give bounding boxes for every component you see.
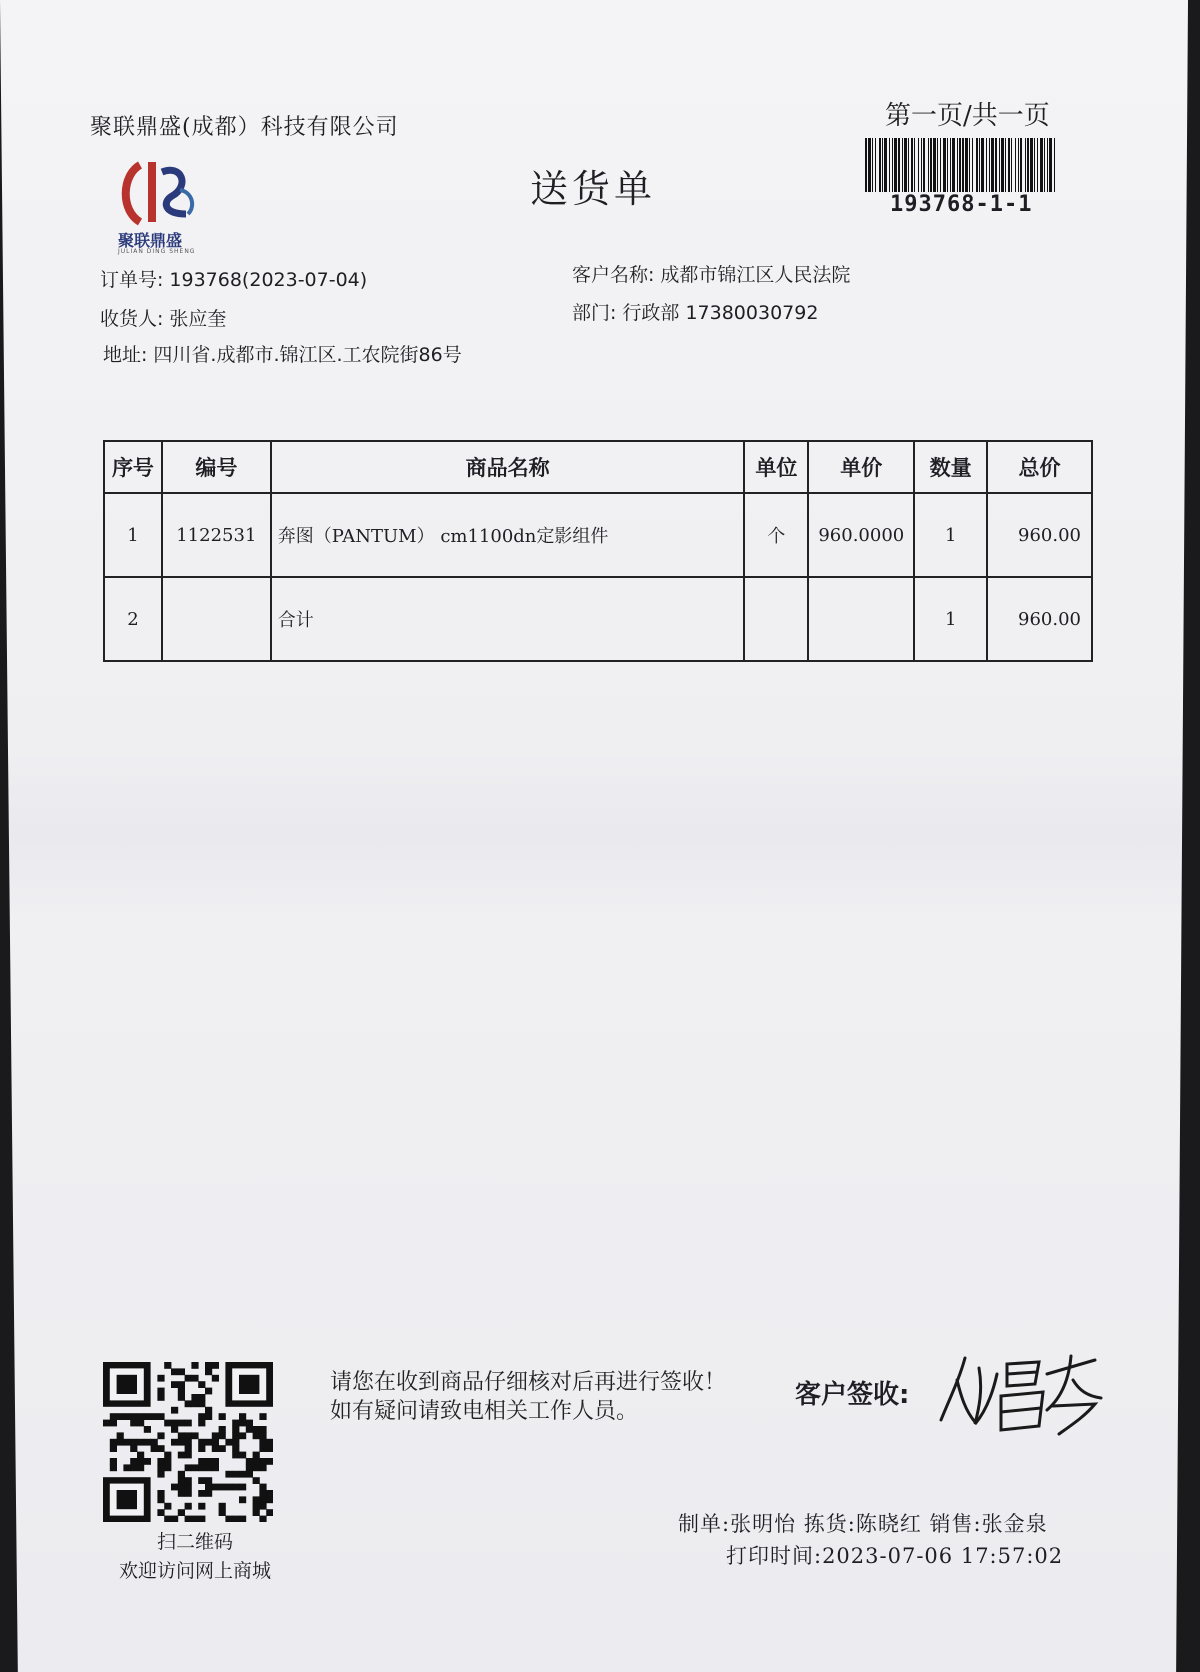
customer — [572, 260, 850, 287]
customer-value: 成都市锦江区人民法院 — [660, 264, 851, 286]
qr-code-icon — [103, 1362, 273, 1522]
table-header-row — [104, 441, 1092, 493]
order-number — [100, 265, 367, 292]
cell-qty: 1 — [914, 493, 987, 577]
header-total: 总价 — [987, 441, 1092, 493]
customer-sign-label: 客户签收: — [795, 1380, 910, 1410]
table-row — [104, 577, 1092, 661]
qr-caption-line-1: 扫二维码 — [156, 1531, 233, 1553]
order-number-label: 订单号: — [100, 269, 164, 291]
cell-seq: 2 — [104, 577, 162, 661]
cell-unit: 个 — [744, 493, 808, 577]
items-table — [103, 440, 1093, 662]
barcode-icon — [865, 138, 1055, 192]
header-code: 编号 — [162, 441, 271, 493]
header-price: 单价 — [808, 441, 914, 493]
department — [572, 298, 818, 325]
cell-name: 奔图（PANTUM） cm1100dn定影组件 — [271, 493, 745, 577]
company-name: 聚联鼎盛(成都）科技有限公司 — [90, 115, 399, 140]
header-qty: 数量 — [914, 441, 987, 493]
table-row — [104, 493, 1092, 577]
logo-text: 聚联鼎盛 — [118, 231, 183, 250]
document-title: 送货单 — [530, 167, 657, 211]
signature-icon — [935, 1350, 1105, 1440]
cell-code: 1122531 — [162, 493, 271, 577]
address — [103, 340, 462, 367]
cell-unit — [744, 577, 808, 661]
page-info: 第一页/共一页 — [885, 101, 1050, 131]
address-label: 地址: — [103, 344, 148, 366]
order-number-value: 193768(2023-07-04) — [169, 269, 368, 291]
receiver-label: 收货人: — [100, 308, 164, 330]
department-value: 行政部 17380030792 — [622, 302, 819, 324]
header-name: 商品名称 — [271, 441, 745, 493]
receiver — [100, 304, 226, 331]
cell-price: 960.0000 — [808, 493, 914, 577]
header-seq: 序号 — [104, 441, 162, 493]
receiver-value: 张应奎 — [169, 308, 227, 330]
qr-caption — [95, 1528, 295, 1586]
barcode-number: 193768-1-1 — [890, 192, 1033, 217]
print-time: 打印时间:2023-07-06 17:57:02 — [726, 1544, 1064, 1568]
cell-price — [808, 577, 914, 661]
qr-caption-line-2: 欢迎访问网上商城 — [118, 1560, 271, 1582]
notice-text: 请您在收到商品仔细核对后再进行签收！如有疑问请致电相关工作人员。 — [330, 1370, 727, 1424]
department-label: 部门: — [572, 302, 617, 324]
cell-seq: 1 — [104, 493, 162, 577]
cell-name: 合计 — [271, 577, 745, 661]
cell-qty: 1 — [914, 577, 987, 661]
cell-code — [162, 577, 271, 661]
header-unit: 单位 — [744, 441, 808, 493]
customer-label: 客户名称: — [572, 264, 655, 286]
cell-total: 960.00 — [987, 493, 1092, 577]
cell-total: 960.00 — [987, 577, 1092, 661]
staff-line: 制单:张明怡 拣货:陈晓红 销售:张金泉 — [678, 1512, 1048, 1536]
address-value: 四川省.成都市.锦江区.工农院街86号 — [153, 344, 462, 366]
logo-subtext: JULIAN DING SHENG — [118, 248, 196, 255]
